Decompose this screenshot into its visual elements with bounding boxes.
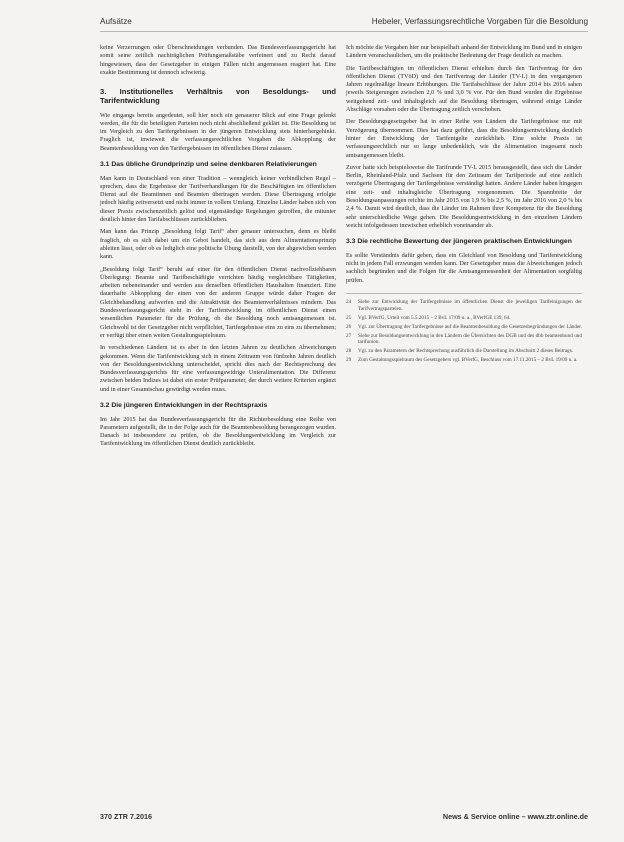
- paragraph: „Besoldung folgt Tarif“ beruht auf einer für den öffentlichen Dienst nachvollziehbaren Überlegung: Beamte und Tarifbeschäftigte verrichten häufig vergleichbare Tätigkeiten, arbeiten nebeneinander und werden aus denselben öffentlichen Haushalten finanziert. Eine dauerhafte Abkopplung der einen von der anderen Gruppe würde daher Fragen der Gleichbehandlung aufwerfen und die Attraktivität des Beamtenverhältnisses mindern. Das Bundesverfassungsgericht sieht in der Tarifentwicklung im öffentlichen Dienst einen wesentlichen Parameter für die Prüfung, ob die Besoldung noch amtsangemessen ist. Gleichwohl ist der Gesetzgeber nicht verpflichtet, Tarifergebnisse eins zu eins zu übernehmen; er verfügt über einen weiten Gestaltungsspielraum.: [100, 265, 336, 339]
- header-document-title: Hebeler, Verfassungsrechtliche Vorgaben für die Besoldung: [371, 17, 588, 26]
- footnote-text: Siehe zur Besoldungsentwicklung in den Ländern die Übersichten des DGB und des dbb beamtenbund und tarifunion.: [358, 332, 582, 346]
- running-header: [100, 15, 588, 32]
- section-heading: 3. Institutionelles Verhältnis von Besoldungs- und Tarifentwicklung: [100, 87, 336, 106]
- footnote-text: Zum Gestaltungsspielraum des Gesetzgebers vgl. BVerfG, Beschluss vom 17.11.2015 – 2 BvL 19/09 u. a.: [358, 357, 578, 364]
- footnote: [346, 299, 582, 313]
- paragraph: Man kann in Deutschland von einer Tradition – wenngleich keiner verbindlichen Regel – sprechen, dass die Ergebnisse der Tarifverhandlungen für die Beschäftigten im öffentlichen Dienst auf die Beamtinnen und Beamten übertragen werden. Diese Übertragung erfolgte jedoch häufig zeitversetzt und nicht immer in vollem Umfang. Einzelne Länder haben sich von dieser Praxis zwischenzeitlich gelöst und eigenständige Regelungen getroffen, die mitunter deutlich hinter den Tarifabschlüssen zurückblieben.: [100, 174, 336, 224]
- paragraph: Ich möchte die Vorgaben hier nur beispielhaft anhand der Entwicklung im Bund und in einigen Ländern veranschaulichen, um die praktische Bedeutung der Frage deutlich zu machen.: [346, 44, 582, 60]
- paragraph: Zuvor hatte sich beispielsweise die Tarifrunde TV-L 2015 herausgestellt, dass sich die Länder Berlin, Rheinland-Pfalz und Sachsen für den Zeitraum der Tarifperiode auf eine zeitlich verzögerte Übertragung der Tarifergebnisse verständigt hatten. Andere Länder haben hingegen eine zeit- und inhaltsgleiche Übertragung vorgenommen. Die Spannbreite der Besoldungsanpassungen reichte im Jahr 2015 von 1,9 % bis 2,5 %, im Jahr 2016 von 2,0 % bis 2,4 %. Damit wird deutlich, dass die Länder im Rahmen ihrer Kompetenz für die Besoldung sehr unterschiedliche Wege gehen. Die Besoldungsentwicklung in den einzelnen Ländern weicht infolgedessen inzwischen erheblich voneinander ab.: [346, 163, 582, 229]
- footnote: [346, 315, 582, 322]
- footnote: [346, 357, 582, 364]
- left-column: [100, 44, 336, 453]
- subsection-heading: 3.1 Das übliche Grundprinzip und seine denkbaren Relativierungen: [100, 161, 317, 169]
- paragraph: Im Jahr 2015 hat das Bundesverfassungsgericht für die Richterbesoldung eine Reihe von Parametern aufgestellt, die in der Folge auch für die Beamtenbesoldung herangezogen wurden. Danach ist insbesondere zu prüfen, ob die Besoldungsentwicklung im Vergleich zur Tarifentwicklung im öffentlichen Dienst deutlich zurückbleibt.: [100, 415, 336, 448]
- subsection-heading: 3.2 Die jüngeren Entwicklungen in der Rechtspraxis: [100, 402, 268, 409]
- footnote-number: 27: [346, 332, 352, 339]
- footnote: [346, 324, 582, 331]
- page-footer: [100, 812, 588, 826]
- footnote-number: 28: [346, 348, 352, 355]
- footnote: [346, 348, 582, 355]
- paragraph: In verschiedenen Ländern ist es aber in den letzten Jahren zu deutlichen Abweichungen gekommen. Wenn die Tarifentwicklung sich in einem Zeitraum von fünfzehn Jahren deutlich von der Besoldungsentwicklung unterscheidet, spricht dies nach der Rechtsprechung des Bundesverfassungsgerichts für eine verfassungswidrige Unteralimentation. Die Differenz zwischen beiden Indizes ist dabei ein erster Prüfparameter, der durch weitere Kriterien ergänzt und in einer Gesamtschau gewürdigt werden muss.: [100, 344, 336, 393]
- paragraph: Wie eingangs bereits angedeutet, soll hier noch ein genauerer Blick auf eine Frage gelenkt werden, die für die beteiligten Parteien noch nicht abschließend geklärt ist. Die Besoldung ist im Vergleich zu den Tarifergebnissen in der jüngeren Entwicklung stets hinterhergehinkt. Fraglich ist, inwieweit die verfassungsrechtlichen Vorgaben die Abkopplung der Beamtenbesoldung von den Tarifergebnissen im öffentlichen Dienst zulassen.: [100, 111, 336, 152]
- footer-page-number: 370 ZTR 7.2016: [100, 812, 152, 821]
- footnote-number: 24: [346, 298, 352, 305]
- paragraph: Die Tarifbeschäftigten im öffentlichen Dienst erhielten durch den Tarifvertrag für den öffentlichen Dienst (TVöD) und den Tarifvertrag der Länder (TV-L) in den vergangenen Jahren regelmäßige lineare Erhöhungen. Die Tarifabschlüsse der Jahre 2014 bis 2016 sahen jeweils Steigerungen zwischen 2,0 % und 3,0 % vor. Für den Bund wurden die Ergebnisse weitgehend zeit- und inhaltsgleich auf die Besoldung übertragen, während einige Länder Abschläge vorsahen oder die Übertragung zeitlich verschoben.: [346, 64, 582, 114]
- footnote-text: Siehe zur Entwicklung der Tarifergebnisse im öffentlichen Dienst die jeweiligen Tarifeinigungen der Tarifvertragsparteien.: [358, 298, 582, 312]
- footnote: [346, 333, 582, 347]
- paragraph: Der Besoldungsgesetzgeber hat in einer Reihe von Ländern die Tarifergebnisse nur mit Verzögerung übernommen. Dies hat dazu geführt, dass die Besoldungsentwicklung deutlich hinter der Entwicklung der Tarifentgelte zurückblieb. Eine solche Praxis ist verfassungsrechtlich nur so lange unbedenklich, wie die Alimentation insgesamt noch amtsangemessen bleibt.: [346, 118, 582, 159]
- footnote-text: Vgl. BVerfG, Urteil vom 5.5.2015 – 2 BvL 17/09 u. a., BVerfGE 139, 64.: [358, 314, 511, 321]
- footnote-text: Vgl. zur Übertragung der Tarifergebnisse auf die Beamtenbesoldung die Gesetzesbegründungen der Länder.: [358, 323, 583, 330]
- footer-website: News & Service online – www.ztr.online.de: [442, 812, 588, 821]
- footnotes: [346, 293, 582, 364]
- footnote-number: 26: [346, 323, 352, 330]
- header-section-label: Aufsätze: [100, 17, 132, 26]
- paragraph: keine Verzerrungen oder Überschneidungen verbunden. Das Bundesverfassungsgericht hat somit seine zeitlich nachträglichen Prüfungsmaßstäbe verfeinert und zu Recht darauf hingewiesen, dass der Gesetzgeber in einigen Fällen nicht angemessen reagiert hat. Eine exakte Bestimmung ist dennoch schwierig.: [100, 44, 336, 76]
- footnote-text: Vgl. zu den Parametern der Rechtsprechung ausführlich die Darstellung im Abschnitt 2 dieses Beitrags.: [358, 348, 574, 355]
- footnote-number: 25: [346, 314, 352, 321]
- subsection-heading: 3.3 Die rechtliche Bewertung der jüngeren praktischen Entwicklungen: [346, 238, 572, 246]
- paragraph: Man kann das Prinzip „Besoldung folgt Tarif“ aber genauer untersuchen, denn es bleibt fraglich, ob es sich dabei um ein Gebot handelt, das sich aus dem Alimentationsprinzip ableiten lässt, oder ob es lediglich eine politische Übung darstellt, von der abgewichen werden kann.: [100, 228, 336, 261]
- right-column: [346, 44, 582, 366]
- paragraph: Es sollte Verständnis dafür geben, dass ein Gleichlauf von Besoldung und Tarifentwicklung nicht in jedem Fall erzwungen werden kann. Der Gesetzgeber muss die Abweichungen jedoch sachlich begründen und die Folgen für die Amtsangemessenheit der Alimentation sorgfältig prüfen.: [346, 251, 582, 284]
- footnote-number: 29: [346, 357, 352, 364]
